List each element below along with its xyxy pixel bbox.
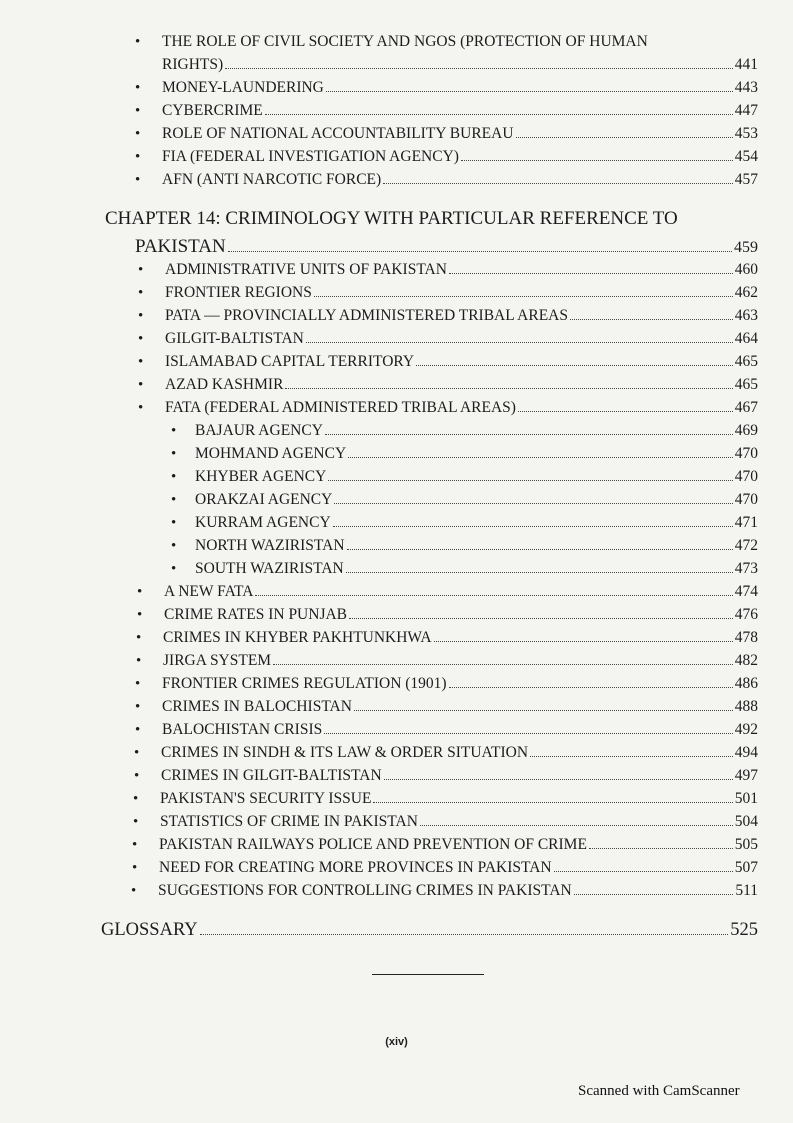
entry-page: 497 xyxy=(734,767,758,784)
dot-leader xyxy=(255,595,732,596)
bullet-icon: • xyxy=(171,561,177,577)
entry-title: JIRGA SYSTEM xyxy=(163,652,272,669)
toc-entry xyxy=(138,260,758,280)
bullet-icon: • xyxy=(138,285,144,301)
bullet-icon: • xyxy=(135,699,141,715)
entry-page: 473 xyxy=(734,560,758,577)
entry-page: 476 xyxy=(734,606,758,623)
dot-leader xyxy=(383,183,733,184)
toc-entry xyxy=(136,651,758,671)
entry-page: 478 xyxy=(734,629,758,646)
dot-leader xyxy=(554,871,733,872)
entry-title: ADMINISTRATIVE UNITS OF PAKISTAN xyxy=(165,261,447,278)
bullet-icon: • xyxy=(135,34,141,50)
entry-page: 494 xyxy=(734,744,758,761)
toc-entry xyxy=(135,124,758,144)
dot-leader xyxy=(589,848,733,849)
dot-leader xyxy=(530,756,733,757)
bullet-icon: • xyxy=(135,722,141,738)
entry-page: 472 xyxy=(734,537,758,554)
bullet-icon: • xyxy=(135,149,141,165)
dot-leader xyxy=(449,687,733,688)
toc-entry xyxy=(138,375,758,395)
bullet-icon: • xyxy=(138,331,144,347)
entry-page: 470 xyxy=(734,468,758,485)
entry-title: ORAKZAI AGENCY xyxy=(195,491,333,508)
entry-page: 463 xyxy=(734,307,758,324)
dot-leader xyxy=(570,319,733,320)
dot-leader xyxy=(518,411,733,412)
bullet-icon: • xyxy=(137,584,143,600)
entry-page: 457 xyxy=(734,171,758,188)
entry-page: 471 xyxy=(734,514,758,531)
entry-page: 482 xyxy=(734,652,758,669)
bullet-icon: • xyxy=(134,768,140,784)
entry-title: AFN (ANTI NARCOTIC FORCE) xyxy=(162,171,382,188)
entry-page: 474 xyxy=(734,583,758,600)
entry-title: BAJAUR AGENCY xyxy=(195,422,323,439)
entry-page: 470 xyxy=(734,491,758,508)
toc-entry xyxy=(138,283,758,303)
bullet-icon: • xyxy=(137,607,143,623)
entry-title: NEED FOR CREATING MORE PROVINCES IN PAKISTAN xyxy=(159,859,552,876)
toc-entry xyxy=(135,697,758,717)
toc-subentry xyxy=(171,490,758,510)
bullet-icon: • xyxy=(135,676,141,692)
bullet-icon: • xyxy=(171,492,177,508)
entry-title: CRIME RATES IN PUNJAB xyxy=(164,606,348,623)
entry-title: CYBERCRIME xyxy=(162,102,263,119)
toc-entry xyxy=(136,628,758,648)
dot-leader xyxy=(314,296,733,297)
entry-page: 447 xyxy=(734,102,758,119)
toc-subentry xyxy=(171,559,758,579)
toc-entry xyxy=(133,789,758,809)
toc-entry xyxy=(138,398,758,418)
entry-page: 492 xyxy=(734,721,758,738)
entry-page: 443 xyxy=(734,79,758,96)
dot-leader xyxy=(228,251,732,252)
toc-entry xyxy=(133,812,758,832)
toc-entry xyxy=(135,32,722,52)
entry-title: FATA (FEDERAL ADMINISTERED TRIBAL AREAS) xyxy=(165,399,516,416)
toc-entry xyxy=(135,170,758,190)
entry-page: 464 xyxy=(734,330,758,347)
toc-entry xyxy=(132,835,758,855)
entry-page: 511 xyxy=(735,882,758,899)
toc-subentry xyxy=(171,536,758,556)
entry-page: 441 xyxy=(734,56,758,73)
chapter-heading: CHAPTER 14: CRIMINOLOGY WITH PARTICULAR REFERENCE TO xyxy=(105,208,678,229)
dot-leader xyxy=(347,549,733,550)
page-number: (xiv) xyxy=(385,1036,408,1048)
dot-leader xyxy=(325,434,733,435)
toc-subentry xyxy=(171,444,758,464)
entry-title: SUGGESTIONS FOR CONTROLLING CRIMES IN PAKISTAN xyxy=(158,882,572,899)
bullet-icon: • xyxy=(138,400,144,416)
entry-title: CRIMES IN SINDH & ITS LAW & ORDER SITUATION xyxy=(161,744,529,761)
dot-leader xyxy=(349,618,733,619)
dot-leader xyxy=(354,710,733,711)
dot-leader xyxy=(574,894,734,895)
toc-entry xyxy=(138,329,758,349)
entry-page: 467 xyxy=(734,399,758,416)
chapter-title: PAKISTAN xyxy=(135,236,226,257)
dot-leader xyxy=(265,114,733,115)
toc-entry xyxy=(137,605,758,625)
bullet-icon: • xyxy=(138,377,144,393)
entry-page: 465 xyxy=(734,376,758,393)
dot-leader xyxy=(449,273,733,274)
dot-leader xyxy=(324,733,733,734)
toc-entry xyxy=(135,720,758,740)
entry-page: 462 xyxy=(734,284,758,301)
entry-page: 469 xyxy=(734,422,758,439)
bullet-icon: • xyxy=(171,469,177,485)
entry-title: PATA — PROVINCIALLY ADMINISTERED TRIBAL AREAS xyxy=(165,307,568,324)
entry-title: MONEY-LAUNDERING xyxy=(162,79,324,96)
bullet-icon: • xyxy=(131,883,137,899)
dot-leader xyxy=(333,526,733,527)
bullet-icon: • xyxy=(135,126,141,142)
toc-entry xyxy=(135,78,758,98)
entry-title: FRONTIER REGIONS xyxy=(165,284,312,301)
entry-title: CRIMES IN BALOCHISTAN xyxy=(162,698,352,715)
entry-title: ISLAMABAD CAPITAL TERRITORY xyxy=(165,353,415,370)
entry-title: KHYBER AGENCY xyxy=(195,468,327,485)
dot-leader xyxy=(384,779,733,780)
toc-entry xyxy=(134,766,758,786)
dot-leader xyxy=(420,825,733,826)
bullet-icon: • xyxy=(136,630,142,646)
entry-page: 507 xyxy=(734,859,758,876)
glossary-entry xyxy=(101,918,758,942)
dot-leader xyxy=(306,342,733,343)
entry-title: MOHMAND AGENCY xyxy=(195,445,347,462)
toc-entry xyxy=(135,101,758,121)
bullet-icon: • xyxy=(132,837,138,853)
dot-leader xyxy=(434,641,733,642)
dot-leader xyxy=(285,388,732,389)
bullet-icon: • xyxy=(171,538,177,554)
bullet-icon: • xyxy=(138,262,144,278)
entry-title: FRONTIER CRIMES REGULATION (1901) xyxy=(162,675,447,692)
toc-entry xyxy=(135,674,758,694)
dot-leader xyxy=(416,365,733,366)
entry-page: 488 xyxy=(734,698,758,715)
dot-leader xyxy=(373,802,732,803)
dot-leader xyxy=(326,91,733,92)
bullet-icon: • xyxy=(136,653,142,669)
dot-leader xyxy=(348,457,733,458)
bullet-icon: • xyxy=(135,172,141,188)
bullet-icon: • xyxy=(171,446,177,462)
entry-page: 505 xyxy=(734,836,758,853)
dot-leader xyxy=(200,934,729,935)
entry-title: STATISTICS OF CRIME IN PAKISTAN xyxy=(160,813,418,830)
dot-leader xyxy=(346,572,733,573)
entry-title: ROLE OF NATIONAL ACCOUNTABILITY BUREAU xyxy=(162,125,514,142)
bullet-icon: • xyxy=(138,354,144,370)
dot-leader xyxy=(516,137,733,138)
entry-page: 460 xyxy=(734,261,758,278)
dot-leader xyxy=(273,664,733,665)
entry-page: 504 xyxy=(734,813,758,830)
toc-entry xyxy=(137,582,758,602)
entry-page: 501 xyxy=(734,790,758,807)
toc-entry xyxy=(138,352,758,372)
chapter-page: 459 xyxy=(734,239,758,256)
dot-leader xyxy=(461,160,733,161)
entry-page: 465 xyxy=(734,353,758,370)
entry-page: 486 xyxy=(734,675,758,692)
entry-title: GILGIT-BALTISTAN xyxy=(165,330,304,347)
dot-leader xyxy=(334,503,732,504)
bullet-icon: • xyxy=(135,80,141,96)
entry-title: A NEW FATA xyxy=(164,583,254,600)
toc-entry xyxy=(134,743,758,763)
bullet-icon: • xyxy=(138,308,144,324)
bullet-icon: • xyxy=(133,791,139,807)
entry-page: 454 xyxy=(734,148,758,165)
glossary-title: GLOSSARY xyxy=(101,920,198,940)
entry-title: FIA (FEDERAL INVESTIGATION AGENCY) xyxy=(162,148,459,165)
bullet-icon: • xyxy=(133,814,139,830)
entry-title: THE ROLE OF CIVIL SOCIETY AND NGOS (PROTECTION OF HUMAN xyxy=(162,33,648,50)
entry-page: 470 xyxy=(734,445,758,462)
toc-entry xyxy=(132,858,758,878)
entry-title: NORTH WAZIRISTAN xyxy=(195,537,345,554)
entry-title: CRIMES IN KHYBER PAKHTUNKHWA xyxy=(163,629,432,646)
section-rule xyxy=(372,974,484,975)
bullet-icon: • xyxy=(135,103,141,119)
scanner-watermark: Scanned with CamScanner xyxy=(578,1083,740,1099)
bullet-icon: • xyxy=(171,515,177,531)
entry-title: KURRAM AGENCY xyxy=(195,514,331,531)
entry-title: CRIMES IN GILGIT-BALTISTAN xyxy=(161,767,382,784)
chapter-heading-continuation xyxy=(135,235,758,260)
bullet-icon: • xyxy=(171,423,177,439)
bullet-icon: • xyxy=(134,745,140,761)
entry-title: BALOCHISTAN CRISIS xyxy=(162,721,323,738)
entry-title: AZAD KASHMIR xyxy=(165,376,284,393)
bullet-icon: • xyxy=(132,860,138,876)
entry-title: SOUTH WAZIRISTAN xyxy=(195,560,344,577)
toc-entry xyxy=(138,306,758,326)
dot-leader xyxy=(225,68,733,69)
toc-entry-continuation xyxy=(162,55,758,75)
entry-page: 453 xyxy=(734,125,758,142)
toc-subentry xyxy=(171,421,758,441)
dot-leader xyxy=(328,480,732,481)
toc-subentry xyxy=(171,467,758,487)
entry-title: RIGHTS) xyxy=(162,56,224,73)
toc-subentry xyxy=(171,513,758,533)
entry-title: PAKISTAN RAILWAYS POLICE AND PREVENTION OF CRIME xyxy=(159,836,587,853)
toc-entry xyxy=(135,147,758,167)
entry-title: PAKISTAN'S SECURITY ISSUE xyxy=(160,790,372,807)
glossary-page: 525 xyxy=(730,920,758,940)
toc-entry xyxy=(131,881,758,901)
